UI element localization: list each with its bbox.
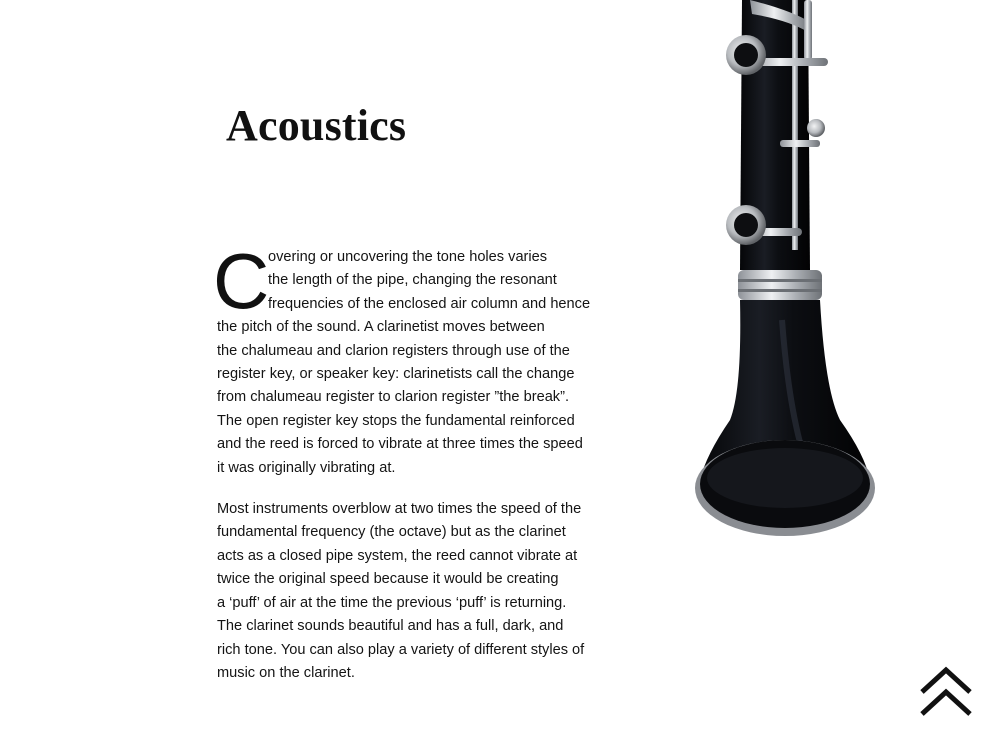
page-title: Acoustics	[226, 101, 407, 150]
double-chevron-up-icon	[916, 664, 976, 720]
text-line: The open register key stops the fundamental reinforced	[217, 412, 575, 429]
article-paragraph-1	[213, 237, 597, 480]
text-line: fundamental frequency (the octave) but as the clarinet	[217, 524, 566, 541]
text-line: rich tone. You can also play a variety of different styles of	[217, 641, 585, 658]
text-line: register key, or speaker key: clarinetists call the change	[217, 366, 575, 383]
text-line: frequencies of the enclosed air column and hence	[268, 295, 591, 312]
text-line: Most instruments overblow at two times the speed of the	[217, 501, 582, 518]
text-line: the chalumeau and clarion registers through use of the	[217, 342, 570, 359]
text-line: overing or uncovering the tone holes varies	[268, 249, 548, 265]
scroll-to-top-button[interactable]	[916, 664, 976, 720]
article-paragraph-2	[217, 498, 597, 685]
drop-cap: C	[213, 237, 270, 325]
text-line: twice the original speed because it would be creating	[217, 571, 559, 588]
clarinet-image	[680, 0, 890, 560]
text-line: acts as a closed pipe system, the reed cannot vibrate at	[217, 547, 578, 564]
text-line: from chalumeau register to clarion register ”the break”.	[217, 389, 570, 406]
text-line: it was originally vibrating at.	[217, 459, 396, 476]
text-line: music on the clarinet.	[217, 664, 355, 681]
text-line: the length of the pipe, changing the resonant	[268, 272, 557, 289]
text-line: and the reed is forced to vibrate at three times the speed	[217, 436, 583, 453]
text-line: a ‘puff’ of air at the time the previous ‘puff’ is returning.	[217, 594, 567, 611]
article-body	[213, 237, 597, 685]
text-line: the pitch of the sound. A clarinetist moves between	[217, 319, 545, 336]
text-line: The clarinet sounds beautiful and has a full, dark, and	[217, 618, 564, 635]
